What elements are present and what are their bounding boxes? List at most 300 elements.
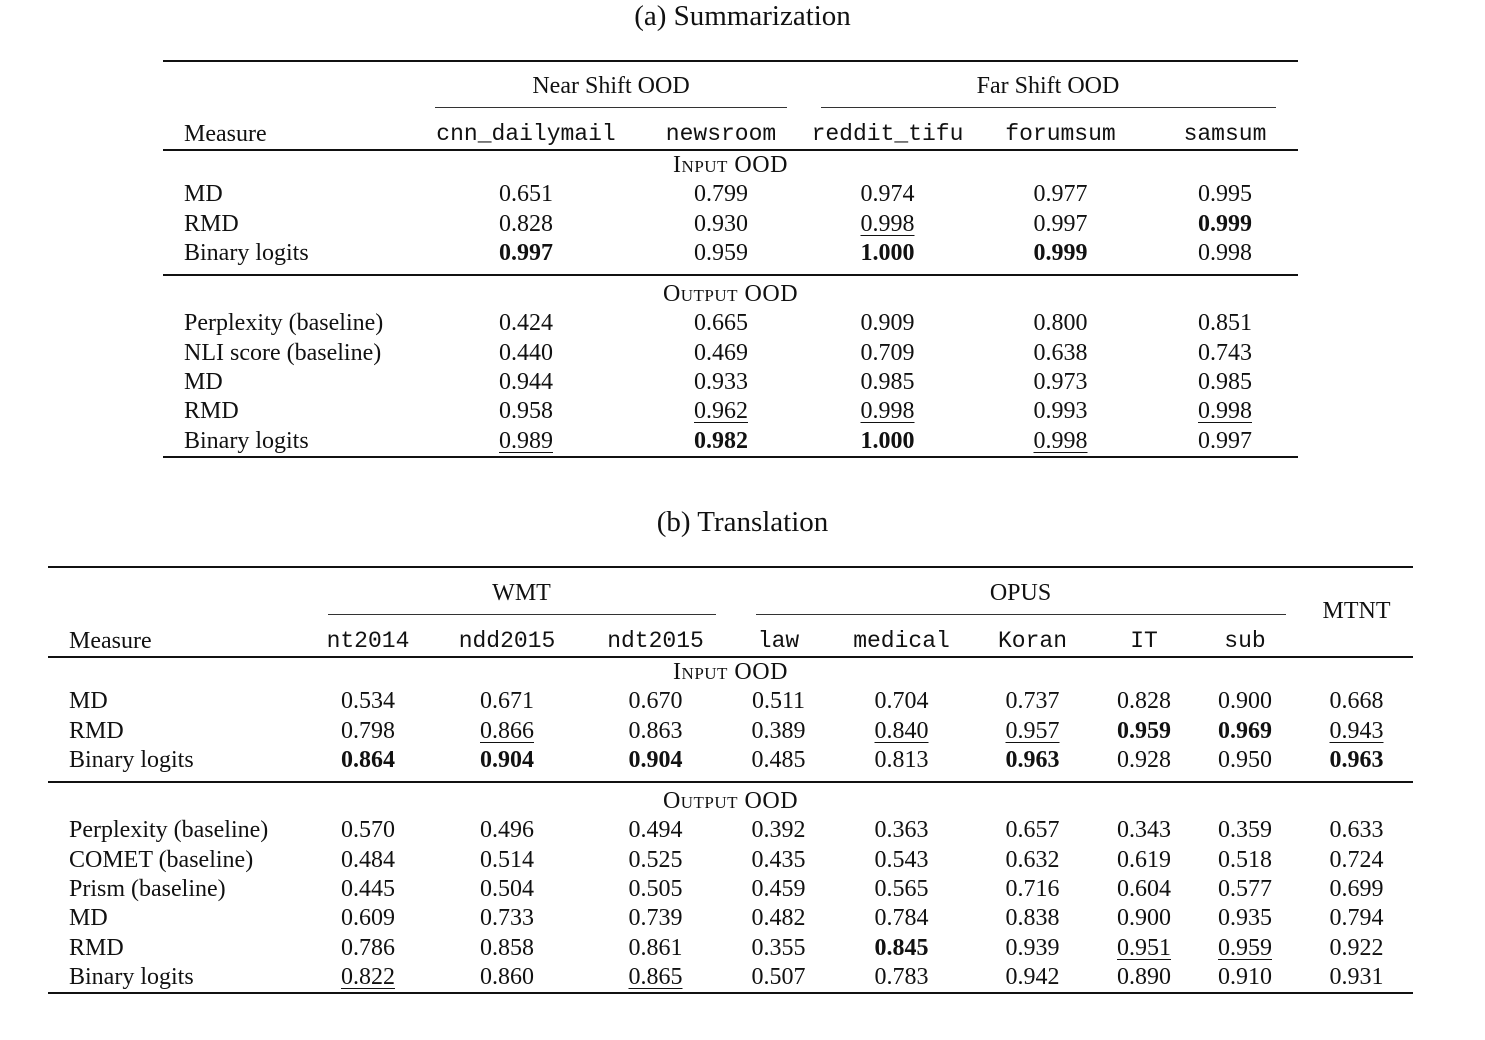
value-cell — [1098, 846, 1190, 875]
value-cell — [1300, 963, 1413, 993]
table-row — [48, 816, 1413, 845]
summarization-caption: (a) Summarization — [634, 0, 851, 32]
value: 0.632 — [1005, 846, 1060, 873]
table-row — [163, 427, 1298, 457]
table-row — [163, 368, 1298, 397]
table-row — [48, 846, 1413, 875]
value: 0.950 — [1218, 746, 1272, 773]
value: 0.507 — [751, 963, 806, 990]
column-header: cnn_dailymail — [436, 120, 616, 147]
value: 0.363 — [874, 817, 929, 844]
measure-cell: RMD — [184, 398, 239, 425]
value-cell — [969, 180, 1152, 209]
value: 0.922 — [1329, 934, 1384, 961]
best-value: 0.982 — [694, 427, 748, 454]
measure-header: Measure — [69, 627, 152, 654]
value: 0.668 — [1329, 688, 1384, 715]
value: 0.638 — [1033, 339, 1088, 366]
second-best-value: 0.998 — [1198, 398, 1252, 425]
value: 0.928 — [1117, 746, 1171, 773]
value-cell — [967, 846, 1098, 875]
value: 0.671 — [480, 688, 534, 715]
second-best-value: 0.943 — [1329, 717, 1384, 744]
column-header: IT — [1130, 627, 1158, 654]
value: 0.939 — [1005, 934, 1060, 961]
column-header: medical — [853, 627, 950, 654]
table-row — [163, 210, 1298, 239]
value-cell — [1098, 717, 1190, 746]
group-label: Near Shift OOD — [435, 72, 787, 108]
value: 0.860 — [480, 963, 534, 990]
value-cell — [1152, 180, 1298, 209]
value-cell — [806, 239, 969, 268]
measure-cell: COMET (baseline) — [69, 846, 254, 873]
value: 0.900 — [1218, 688, 1272, 715]
value: 0.440 — [499, 339, 553, 366]
table-row — [48, 717, 1413, 746]
value-cell — [1190, 875, 1300, 904]
section-label — [48, 657, 1413, 687]
value: 0.724 — [1329, 846, 1384, 873]
value-cell — [721, 717, 836, 746]
value-cell — [1190, 846, 1300, 875]
value-cell — [1300, 816, 1413, 845]
value: 0.543 — [874, 846, 929, 873]
value-cell — [967, 746, 1098, 775]
measure-cell: Binary logits — [69, 746, 194, 773]
value-cell — [1152, 397, 1298, 426]
value-cell — [836, 687, 967, 716]
value-cell — [312, 816, 424, 845]
table-row — [48, 875, 1413, 904]
value-cell — [636, 339, 806, 368]
value-cell — [636, 368, 806, 397]
best-value: 0.997 — [499, 239, 553, 266]
best-value: 0.904 — [628, 746, 683, 773]
group-header-near-shift — [416, 61, 806, 108]
value-cell — [836, 934, 967, 963]
value: 0.973 — [1033, 369, 1088, 396]
value-cell — [424, 717, 590, 746]
best-value: 0.864 — [341, 746, 395, 773]
value: 0.424 — [499, 310, 553, 337]
gap-cell — [163, 268, 1298, 275]
value: 0.944 — [499, 369, 553, 396]
value-cell — [416, 309, 636, 338]
header-spacer — [163, 61, 416, 108]
value-cell — [1190, 717, 1300, 746]
measure-cell: MD — [69, 688, 108, 715]
value-cell — [1098, 875, 1190, 904]
value-cell — [1152, 210, 1298, 239]
measure-cell: Binary logits — [184, 239, 309, 266]
measure-cell: RMD — [69, 717, 124, 744]
value: 0.799 — [694, 181, 748, 208]
value-cell — [312, 846, 424, 875]
group-label: WMT — [328, 579, 716, 615]
value-cell — [721, 875, 836, 904]
value-cell — [967, 687, 1098, 716]
value: 0.900 — [1117, 905, 1171, 932]
value-cell — [721, 687, 836, 716]
value-cell — [1190, 687, 1300, 716]
value: 0.942 — [1005, 963, 1060, 990]
second-best-value: 0.822 — [341, 963, 395, 990]
table-row — [48, 963, 1413, 993]
value-cell — [1300, 904, 1413, 933]
value-cell — [424, 846, 590, 875]
value-cell — [806, 339, 969, 368]
value-cell — [1098, 934, 1190, 963]
value-cell — [636, 210, 806, 239]
value-cell — [590, 687, 721, 716]
value-cell — [836, 717, 967, 746]
group-header-far-shift — [806, 61, 1298, 108]
value-cell — [806, 397, 969, 426]
value-cell — [1098, 904, 1190, 933]
value: 0.909 — [860, 310, 915, 337]
value: 0.445 — [341, 876, 395, 903]
second-best-value: 0.866 — [480, 717, 534, 744]
value: 0.813 — [874, 746, 929, 773]
value: 0.863 — [628, 717, 683, 744]
value-cell — [416, 397, 636, 426]
value-cell — [1300, 846, 1413, 875]
value: 0.995 — [1198, 181, 1252, 208]
value-cell — [416, 427, 636, 457]
value: 0.974 — [860, 181, 915, 208]
second-best-value: 0.951 — [1117, 934, 1171, 961]
measure-cell: Binary logits — [184, 427, 309, 454]
measure-cell: MD — [184, 369, 223, 396]
value-cell — [967, 717, 1098, 746]
measure-cell: MD — [184, 181, 223, 208]
value: 0.459 — [751, 876, 806, 903]
value-cell — [1098, 963, 1190, 993]
value-cell — [967, 875, 1098, 904]
value: 0.739 — [628, 905, 683, 932]
value: 0.997 — [1198, 427, 1252, 454]
value: 0.958 — [499, 398, 553, 425]
section-label-text: Input OOD — [673, 152, 788, 178]
value-cell — [1098, 746, 1190, 775]
value: 0.389 — [751, 717, 806, 744]
value-cell — [416, 368, 636, 397]
value: 0.392 — [751, 817, 806, 844]
gap-cell — [48, 775, 1413, 782]
value-cell — [1300, 717, 1413, 746]
value-cell — [1300, 934, 1413, 963]
value-cell — [1190, 934, 1300, 963]
value-cell — [969, 339, 1152, 368]
value-cell — [636, 427, 806, 457]
best-value: 0.959 — [1117, 717, 1171, 744]
group-header-wmt — [312, 567, 721, 615]
value: 0.784 — [874, 905, 929, 932]
measure-cell: RMD — [69, 934, 124, 961]
value: 0.665 — [694, 310, 748, 337]
value-cell — [721, 816, 836, 845]
value-cell — [424, 875, 590, 904]
section-label-text: Output OOD — [662, 281, 799, 308]
value: 0.494 — [628, 817, 683, 844]
value: 0.930 — [694, 210, 748, 237]
value-cell — [1098, 687, 1190, 716]
value-cell — [969, 397, 1152, 426]
value: 0.858 — [480, 934, 534, 961]
table-row — [48, 746, 1413, 775]
value: 0.435 — [751, 846, 806, 873]
value-cell — [836, 746, 967, 775]
table-row — [163, 397, 1298, 426]
value-cell — [967, 934, 1098, 963]
value-cell — [967, 904, 1098, 933]
column-header: reddit_tifu — [811, 120, 964, 147]
value-cell — [806, 210, 969, 239]
table-row — [163, 180, 1298, 209]
value: 0.828 — [499, 210, 553, 237]
second-best-value: 0.989 — [499, 427, 553, 454]
value: 0.657 — [1005, 817, 1060, 844]
value: 0.525 — [628, 846, 683, 873]
value: 0.851 — [1198, 310, 1252, 337]
column-header: Koran — [997, 627, 1067, 654]
value-cell — [424, 963, 590, 993]
value-cell — [636, 239, 806, 268]
value-cell — [1190, 746, 1300, 775]
value-cell — [1300, 746, 1413, 775]
section-label — [163, 150, 1298, 180]
second-best-value: 0.998 — [860, 398, 915, 425]
table-row — [48, 904, 1413, 933]
section-header-row — [48, 782, 1413, 816]
measure-cell: RMD — [184, 210, 239, 237]
value: 0.783 — [874, 963, 929, 990]
value: 0.931 — [1329, 963, 1384, 990]
value: 0.733 — [480, 905, 534, 932]
value-cell — [590, 846, 721, 875]
column-header: forumsum — [1005, 120, 1116, 147]
column-header: nt2014 — [326, 627, 410, 654]
header-spacer — [48, 567, 312, 615]
best-value: 0.999 — [1033, 239, 1088, 266]
value-cell — [1152, 239, 1298, 268]
best-value: 1.000 — [860, 427, 915, 454]
second-best-value: 0.998 — [1033, 427, 1088, 454]
value-cell — [967, 816, 1098, 845]
value-cell — [836, 816, 967, 845]
value: 0.704 — [874, 688, 929, 715]
value-cell — [721, 846, 836, 875]
value-cell — [416, 210, 636, 239]
value: 0.838 — [1005, 905, 1060, 932]
value: 0.985 — [860, 369, 915, 396]
value-cell — [312, 934, 424, 963]
value: 0.496 — [480, 817, 534, 844]
second-best-value: 0.962 — [694, 398, 748, 425]
measure-header: Measure — [184, 120, 267, 147]
group-header-opus — [721, 567, 1300, 615]
value: 0.355 — [751, 934, 806, 961]
value: 0.359 — [1218, 817, 1272, 844]
value-cell — [969, 368, 1152, 397]
value-cell — [424, 816, 590, 845]
value: 0.737 — [1005, 688, 1060, 715]
section-label-text: Output OOD — [662, 788, 799, 815]
value-cell — [416, 180, 636, 209]
group-label: OPUS — [756, 579, 1286, 615]
second-best-value: 0.957 — [1005, 717, 1060, 744]
value: 0.709 — [860, 339, 915, 366]
value-cell — [1190, 904, 1300, 933]
value-cell — [424, 687, 590, 716]
value-cell — [1152, 339, 1298, 368]
value: 0.828 — [1117, 688, 1171, 715]
value: 0.604 — [1117, 876, 1171, 903]
best-value: 0.999 — [1198, 210, 1252, 237]
table-row — [163, 309, 1298, 338]
value-cell — [312, 717, 424, 746]
measure-cell: MD — [69, 905, 108, 932]
section-gap — [163, 268, 1298, 275]
value-cell — [806, 427, 969, 457]
value-cell — [590, 875, 721, 904]
value: 0.343 — [1117, 817, 1171, 844]
value-cell — [590, 904, 721, 933]
value-cell — [1300, 687, 1413, 716]
second-best-value: 0.998 — [860, 210, 915, 237]
value-cell — [969, 210, 1152, 239]
value-cell — [1152, 427, 1298, 457]
measure-cell: Prism (baseline) — [69, 876, 226, 903]
value: 0.633 — [1329, 817, 1384, 844]
section-header-row — [163, 275, 1298, 309]
value-cell — [806, 309, 969, 338]
value: 0.570 — [341, 817, 395, 844]
best-value: 0.845 — [874, 934, 929, 961]
value: 0.935 — [1218, 905, 1272, 932]
translation-table — [48, 566, 1413, 994]
value: 0.511 — [751, 688, 806, 715]
value-cell — [416, 339, 636, 368]
value-cell — [590, 816, 721, 845]
value-cell — [424, 904, 590, 933]
second-best-value: 0.865 — [628, 963, 683, 990]
value-cell — [836, 846, 967, 875]
value: 0.794 — [1329, 905, 1384, 932]
best-value: 0.963 — [1329, 746, 1384, 773]
value-cell — [312, 746, 424, 775]
value: 0.699 — [1329, 876, 1384, 903]
value-cell — [590, 934, 721, 963]
section-label-text: Input OOD — [673, 659, 788, 685]
value-cell — [969, 309, 1152, 338]
value: 0.798 — [341, 717, 395, 744]
value-cell — [836, 963, 967, 993]
value-cell — [1190, 816, 1300, 845]
value: 0.482 — [751, 905, 806, 932]
column-header-mtnt: MTNT — [1322, 598, 1391, 625]
section-label — [48, 782, 1413, 816]
value: 0.670 — [628, 688, 683, 715]
section-gap — [48, 775, 1413, 782]
value-cell — [721, 746, 836, 775]
column-header: sub — [1224, 627, 1266, 654]
second-best-value: 0.840 — [874, 717, 929, 744]
value-cell — [590, 963, 721, 993]
value: 0.484 — [341, 846, 395, 873]
value: 0.910 — [1218, 963, 1272, 990]
value: 0.743 — [1198, 339, 1252, 366]
second-best-value: 0.959 — [1218, 934, 1272, 961]
value: 0.619 — [1117, 846, 1171, 873]
measure-cell: Perplexity (baseline) — [184, 310, 384, 337]
column-header: ndt2015 — [607, 627, 704, 654]
column-header: ndd2015 — [458, 627, 556, 654]
value-cell — [424, 934, 590, 963]
value-cell — [312, 687, 424, 716]
value: 0.518 — [1218, 846, 1272, 873]
value: 0.985 — [1198, 369, 1252, 396]
value-cell — [312, 963, 424, 993]
value: 0.861 — [628, 934, 683, 961]
measure-cell: NLI score (baseline) — [184, 339, 382, 366]
value-cell — [636, 309, 806, 338]
value: 0.993 — [1033, 398, 1088, 425]
best-value: 0.904 — [480, 746, 534, 773]
value: 0.800 — [1033, 310, 1088, 337]
value: 0.609 — [341, 905, 395, 932]
value: 0.786 — [341, 934, 395, 961]
column-header: newsroom — [665, 120, 777, 147]
best-value: 0.963 — [1005, 746, 1060, 773]
value-cell — [836, 875, 967, 904]
value-cell — [1190, 963, 1300, 993]
value-cell — [721, 963, 836, 993]
value-cell — [1152, 368, 1298, 397]
value-cell — [590, 746, 721, 775]
best-value: 1.000 — [860, 239, 915, 266]
value: 0.577 — [1218, 876, 1272, 903]
value-cell — [1300, 875, 1413, 904]
value-cell — [636, 180, 806, 209]
value: 0.959 — [694, 239, 748, 266]
summarization-table — [163, 60, 1298, 458]
section-label — [163, 275, 1298, 309]
value-cell — [969, 239, 1152, 268]
value: 0.534 — [341, 688, 395, 715]
value-cell — [967, 963, 1098, 993]
value-cell — [721, 904, 836, 933]
measure-cell: Binary logits — [69, 963, 194, 990]
group-label: Far Shift OOD — [821, 72, 1276, 108]
value: 0.485 — [751, 746, 806, 773]
column-header: law — [757, 627, 800, 654]
value-cell — [969, 427, 1152, 457]
value-cell — [806, 368, 969, 397]
measure-cell: Perplexity (baseline) — [69, 817, 269, 844]
table-row — [48, 687, 1413, 716]
value-cell — [636, 397, 806, 426]
value: 0.565 — [874, 876, 929, 903]
value: 0.514 — [480, 846, 534, 873]
translation-caption: (b) Translation — [656, 506, 829, 538]
table-row — [163, 239, 1298, 268]
value-cell — [806, 180, 969, 209]
value: 0.716 — [1005, 876, 1060, 903]
value-cell — [312, 875, 424, 904]
value-cell — [424, 746, 590, 775]
